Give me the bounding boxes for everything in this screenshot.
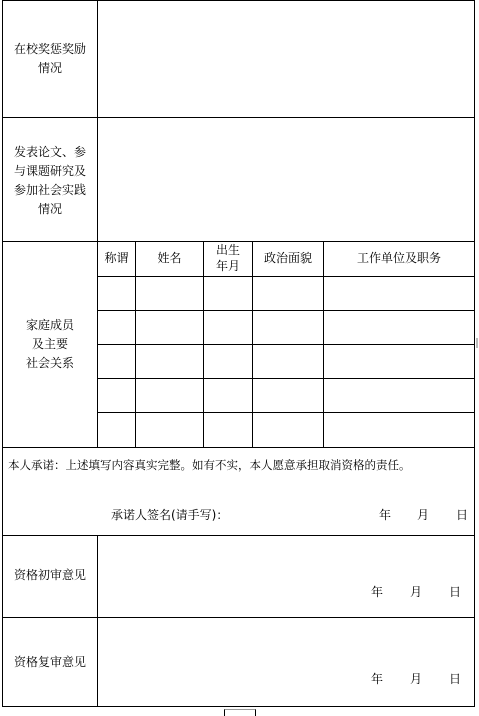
- first-review-input-area[interactable]: [99, 537, 473, 616]
- border-right: [474, 0, 475, 707]
- table-row[interactable]: [98, 379, 474, 412]
- table-row[interactable]: [98, 345, 474, 378]
- first-review-month: 月: [410, 585, 423, 599]
- pledge-year: 年: [379, 508, 392, 522]
- family-label: 家庭成员 及主要 社会关系: [25, 318, 74, 370]
- divider: [2, 617, 475, 618]
- second-review-input-area[interactable]: [99, 619, 473, 705]
- award-input-area[interactable]: [99, 2, 473, 116]
- second-review-day: 日: [449, 672, 462, 686]
- second-review-label: 资格复审意见: [13, 655, 86, 669]
- table-header-political: 政治面貌: [263, 251, 312, 265]
- paper-input-area[interactable]: [99, 119, 473, 240]
- table-header-title: 称谓: [104, 251, 129, 265]
- border-top: [2, 0, 475, 1]
- table-header-birth: 出生 年月: [215, 243, 240, 273]
- divider: [2, 535, 475, 536]
- registration-form: [2, 0, 475, 707]
- table-row[interactable]: [98, 413, 474, 446]
- border-bottom: [2, 706, 475, 707]
- second-review-month: 月: [410, 672, 423, 686]
- table-row[interactable]: [98, 277, 474, 310]
- paper-label: 发表论文、参 与课题研究及 参加社会实践 情况: [13, 145, 86, 216]
- label-column-line: [97, 535, 98, 707]
- first-review-label: 资格初审意见: [13, 568, 86, 582]
- pledge-month: 月: [417, 508, 430, 522]
- first-review-day: 日: [449, 585, 462, 599]
- pledge-day: 日: [456, 508, 469, 522]
- first-review-year: 年: [371, 585, 384, 599]
- margin-mark: [476, 338, 478, 348]
- pledge-sign-label: 承诺人签名(请手写)：: [111, 508, 229, 522]
- pledge-text: 本人承诺：上述填写内容真实完整。如有不实，本人愿意承担取消资格的责任。: [8, 458, 411, 472]
- signature-field[interactable]: [242, 505, 372, 525]
- award-label: 在校奖惩奖励 情况: [13, 42, 86, 75]
- divider: [2, 117, 475, 118]
- second-review-year: 年: [371, 672, 384, 686]
- divider: [2, 447, 475, 448]
- table-header-name: 姓名: [157, 251, 182, 265]
- table-row[interactable]: [98, 311, 474, 344]
- table-header-work: 工作单位及职务: [356, 251, 441, 265]
